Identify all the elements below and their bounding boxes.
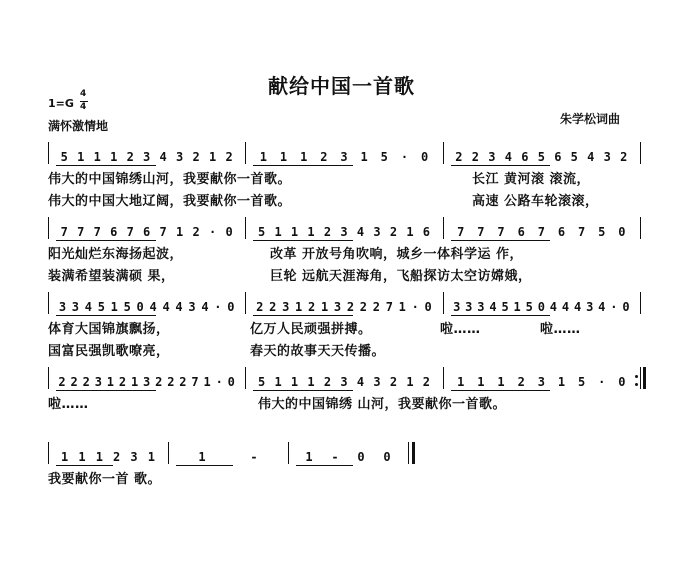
note: 6 [517,225,525,239]
beam-line [451,240,551,241]
note: 3 [176,150,184,164]
augmentation-dot: · [400,150,409,164]
bar-line [48,292,49,314]
note: 6 [557,225,566,239]
dash: - [250,450,258,464]
note: 3 [373,225,381,239]
lyric-line: 装满希望装满硕 果， [48,269,175,284]
final-barline [412,442,415,464]
lyric-line: 春天的故事天天传播。 [250,344,386,359]
lyric-line: 阳光灿烂东海扬起波， [48,247,184,262]
bar-line [168,442,169,464]
note: 1 [279,150,288,164]
note: 1 [305,450,313,464]
note: 2 [155,375,163,389]
note: 1 [360,150,368,164]
lyric-line: 我要献你一首 歌。 [48,472,162,487]
note: 2 [192,150,200,164]
note: 1 [290,375,299,389]
note: 7 [77,225,85,239]
note: 4 [175,300,183,314]
note: 1 [95,450,103,464]
note: 2 [70,375,78,389]
note: 7 [537,225,545,239]
note: 5 [257,225,266,239]
beam-line [451,165,551,166]
note: 3 [282,300,290,314]
lyric-line: 高速 公路车轮滚滚， [472,194,599,209]
note: 2 [118,375,127,389]
note: 2 [372,300,380,314]
note: 1 [110,150,118,164]
key-signature: 1=G [48,97,74,110]
note: 0 [383,450,391,464]
augmentation-dot: · [411,300,419,314]
note: 2 [269,300,277,314]
lyric-line: 国富民强凯歌嘹亮， [48,344,170,359]
note: 2 [422,375,431,389]
note: 3 [143,150,151,164]
note: 7 [60,225,68,239]
note: 5 [257,375,266,389]
augmentation-dot: · [598,375,606,389]
time-signature-bottom: 4 [80,102,87,112]
note: 7 [497,225,505,239]
note: 6 [110,225,118,239]
note: 3 [488,150,496,164]
augmentation-dot: · [215,375,223,389]
note: 4 [573,300,582,314]
note: 6 [143,225,151,239]
note: 0 [420,150,429,164]
bar-line [245,292,246,314]
note: 2 [323,375,332,389]
note: 3 [603,150,611,164]
note: 4 [149,300,157,314]
note: 7 [477,225,485,239]
note: 0 [618,225,626,239]
note: 2 [620,150,628,164]
lyric-line: 体育大国锦旗飘扬， [48,322,170,337]
note: 2 [225,150,233,164]
note: 2 [389,375,398,389]
page-title: 献给中国一首歌 [268,74,415,98]
note: 2 [517,375,525,389]
note: 3 [586,300,594,314]
augmentation-dot: · [610,300,618,314]
beam-line [56,240,156,241]
bar-line [640,142,641,164]
note: 3 [373,375,381,389]
note: 1 [398,300,406,314]
beam-line [296,465,353,466]
bar-line [640,367,641,389]
beam-line [451,390,551,391]
note: 7 [457,225,465,239]
lyric-line: 啦…… [48,397,89,412]
expression-mark: 满怀激情地 [48,119,109,133]
note: 5 [380,150,388,164]
note: 1 [61,450,69,464]
note: 5 [525,300,533,314]
note: 1 [406,225,414,239]
lyric-line: 伟大的中国锦绣山河，我要献你一首歌。 [48,172,292,187]
note: 5 [123,300,131,314]
note: 1 [307,225,315,239]
note: 0 [227,375,235,389]
note: 0 [424,300,432,314]
note: 3 [465,300,473,314]
dash: - [331,450,339,464]
time-signature-top: 4 [80,89,87,99]
bar-line [443,217,444,239]
beam-line [56,465,113,466]
lyric-line: 长江 黄河滚 滚流， [472,172,591,187]
note: 5 [598,225,606,239]
note: 1 [295,300,303,314]
note: 0 [357,450,365,464]
note: 1 [259,150,268,164]
lyric-line: 亿万人民顽强拼搏。 [250,322,372,337]
note: 2 [113,450,121,464]
note: 4 [587,150,595,164]
note: 4 [504,150,512,164]
repeat-barline [643,367,646,389]
note: 3 [71,300,80,314]
lyric-line: 巨轮 远航天涯海角，飞船探访太空访嫦娥， [270,269,532,284]
note: 4 [356,375,365,389]
repeat-dot [635,375,638,378]
bar-line [443,367,444,389]
note: 1 [307,375,315,389]
note: 3 [340,150,348,164]
note: 1 [208,150,217,164]
note: 4 [162,300,170,314]
note: 6 [422,225,431,239]
note: 2 [359,300,368,314]
bar-line [443,292,444,314]
note: 5 [60,150,68,164]
note: 0 [136,300,144,314]
note: 2 [471,150,479,164]
augmentation-dot: · [214,300,222,314]
note: 5 [501,300,509,314]
note: 4 [84,300,92,314]
note: 3 [58,300,67,314]
bar-line [443,142,444,164]
beam-line [176,465,233,466]
bar-line [245,367,246,389]
note: 3 [453,300,461,314]
beam-line [451,315,551,316]
beam-line [253,315,353,316]
note: 3 [94,375,102,389]
note: 2 [307,300,316,314]
lyric-line: 啦…… [440,322,481,337]
bar-line [640,217,641,239]
note: 3 [537,375,545,389]
note: 2 [167,375,175,389]
note: 4 [159,150,167,164]
note: 3 [188,300,196,314]
note: 4 [561,300,570,314]
note: 1 [274,375,282,389]
note: 7 [578,225,586,239]
note: 5 [578,375,586,389]
note: 5 [537,150,545,164]
note: 1 [274,225,282,239]
note: 3 [333,300,342,314]
note: 1 [176,225,184,239]
note: 1 [130,375,139,389]
lyric-line: 改革 开放号角吹响，城乡一体科学运 作， [270,247,524,262]
note: 4 [489,300,497,314]
bar-line [48,142,49,164]
note: 0 [227,300,235,314]
note: 6 [554,150,562,164]
augmentation-dot: · [208,225,217,239]
lyric-line: 伟大的中国锦绣 山河，我要献你一首歌。 [258,397,507,412]
note: 1 [497,375,505,389]
note: 2 [389,225,398,239]
note: 7 [93,225,101,239]
note: 1 [147,450,155,464]
note: 1 [106,375,114,389]
note: 2 [323,225,332,239]
note: 7 [126,225,134,239]
note: 6 [521,150,529,164]
note: 2 [455,150,463,164]
note: 1 [320,300,329,314]
note: 2 [192,225,200,239]
note: 2 [82,375,90,389]
lyric-line: 伟大的中国大地辽阔，我要献你一首歌。 [48,194,292,209]
note: 3 [143,375,151,389]
bar-line [245,217,246,239]
beam-line [56,165,156,166]
note: 5 [570,150,578,164]
lyric-line: 啦…… [540,322,581,337]
bar-line [408,442,409,464]
note: 2 [58,375,66,389]
bar-line [48,217,49,239]
note: 3 [477,300,485,314]
beam-line [56,390,156,391]
note: 4 [356,225,365,239]
note: 2 [179,375,187,389]
bar-line [288,442,289,464]
note: 1 [406,375,414,389]
note: 1 [110,300,118,314]
note: 1 [300,150,308,164]
note: 3 [130,450,138,464]
note: 1 [78,450,86,464]
bar-line [245,142,246,164]
note: 7 [191,375,199,389]
bar-line [640,292,641,314]
note: 7 [385,300,393,314]
beam-line [56,315,156,316]
beam-line [253,240,353,241]
note: 0 [537,300,545,314]
note: 4 [201,300,209,314]
note: 3 [340,375,348,389]
note: 2 [126,150,134,164]
note: 2 [320,150,328,164]
credits: 朱学松词曲 [560,112,621,126]
note: 1 [477,375,485,389]
note: 1 [77,150,85,164]
note: 1 [557,375,566,389]
note: 1 [457,375,465,389]
bar-line [48,367,49,389]
beam-line [253,390,353,391]
note: 5 [97,300,105,314]
note: 3 [340,225,348,239]
note: 1 [198,450,206,464]
note: 2 [256,300,264,314]
bar-line [48,442,49,464]
note: 0 [618,375,626,389]
note: 7 [159,225,167,239]
note: 0 [225,225,233,239]
note: 2 [346,300,355,314]
note: 1 [290,225,299,239]
repeat-dot [635,383,638,386]
note: 1 [203,375,211,389]
beam-line [253,165,353,166]
note: 4 [549,300,558,314]
note: 4 [598,300,606,314]
note: 1 [93,150,101,164]
note: 1 [513,300,521,314]
note: 0 [622,300,630,314]
